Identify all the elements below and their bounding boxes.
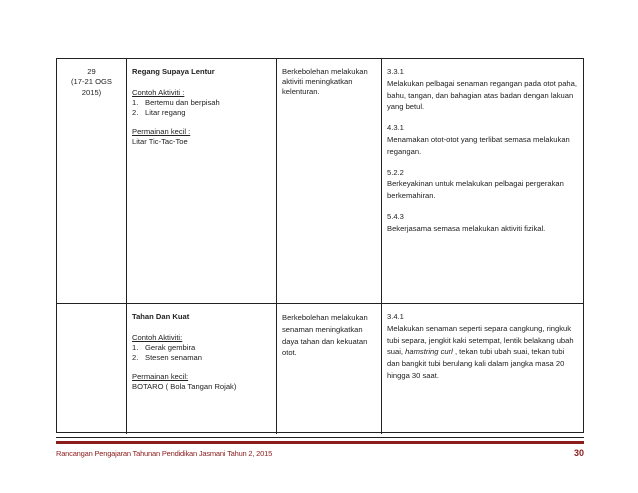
standard-text: Melakukan pelbagai senaman regangan pada otot paha, bahu, tangan, dan bahagian atas badan dengan lakuan yang betul. <box>387 78 577 112</box>
objective-text: Berkebolehan melakukan aktiviti meningkatkan kelenturan. <box>282 67 368 96</box>
standard-text: Melakukan senaman seperti separa cangkung, ringkuk tubi separa, jengkit kaki setempat, lentik belakang ubah suai, hamstring curl , tekan tubi ubah suai, tekan tubi dan bangkit tubi berulang kali dalam jangka masa 20 hingga 30 saat. <box>387 323 574 380</box>
unit-title: Tahan Dan Kuat <box>132 312 190 321</box>
page-number: 30 <box>573 448 584 458</box>
unit-cell <box>127 304 277 434</box>
week-date: (17-21 OGS <box>71 77 112 87</box>
week-cell <box>57 304 127 434</box>
standard-code: 5.4.3 <box>387 211 404 221</box>
week-number: 29 <box>87 67 96 76</box>
standard-text: Berkeyakinan untuk melakukan pelbagai pergerakan berkemahiran. <box>387 179 564 201</box>
list-item: 1. Bertemu dan berpisah <box>132 97 220 107</box>
game-label: Permainan kecil: <box>132 372 189 382</box>
week-cell <box>57 59 127 303</box>
table-row <box>57 304 583 434</box>
unit-cell <box>127 59 277 303</box>
standards-cell <box>382 59 583 303</box>
footer-accent-bar <box>56 441 584 444</box>
list-item: 2. Litar regang <box>132 107 186 117</box>
objective-text: Berkebolehan melakukan senaman meningkatkan daya tahan dan kekuatan otot. <box>282 313 368 358</box>
list-item: 1. Gerak gembira <box>132 342 196 352</box>
activity-label: Contoh Aktiviti: <box>132 332 183 342</box>
standard-text: Bekerjasama semasa melakukan aktiviti fizikal. <box>387 223 546 233</box>
standard-text: Menamakan otot-otot yang terlibat semasa melakukan regangan. <box>387 135 570 156</box>
activity-list <box>132 98 271 118</box>
standard-code: 3.4.1 <box>387 312 404 321</box>
week-year: 2015) <box>81 87 102 97</box>
footer-divider <box>56 437 584 438</box>
standard-code: 3.3.1 <box>387 67 404 76</box>
footer-title: Rancangan Pengajaran Tahunan Pendidikan Jasmani Tahun 2, 2015 <box>56 449 273 458</box>
list-item: 2. Stesen senaman <box>132 352 202 362</box>
game-label: Permainan kecil : <box>132 127 191 137</box>
activity-list <box>132 343 271 363</box>
standards-cell <box>382 304 583 434</box>
standard-code: 5.2.2 <box>387 167 404 177</box>
objective-cell <box>277 304 382 434</box>
table-row <box>57 59 583 304</box>
unit-title: Regang Supaya Lentur <box>132 67 215 76</box>
activity-label: Contoh Aktiviti : <box>132 87 185 97</box>
lesson-plan-table <box>56 58 584 433</box>
game-name: BOTARO ( Bola Tangan Rojak) <box>132 382 237 392</box>
game-name: Litar Tic-Tac-Toe <box>132 137 188 147</box>
standard-code: 4.3.1 <box>387 123 404 133</box>
objective-cell <box>277 59 382 303</box>
